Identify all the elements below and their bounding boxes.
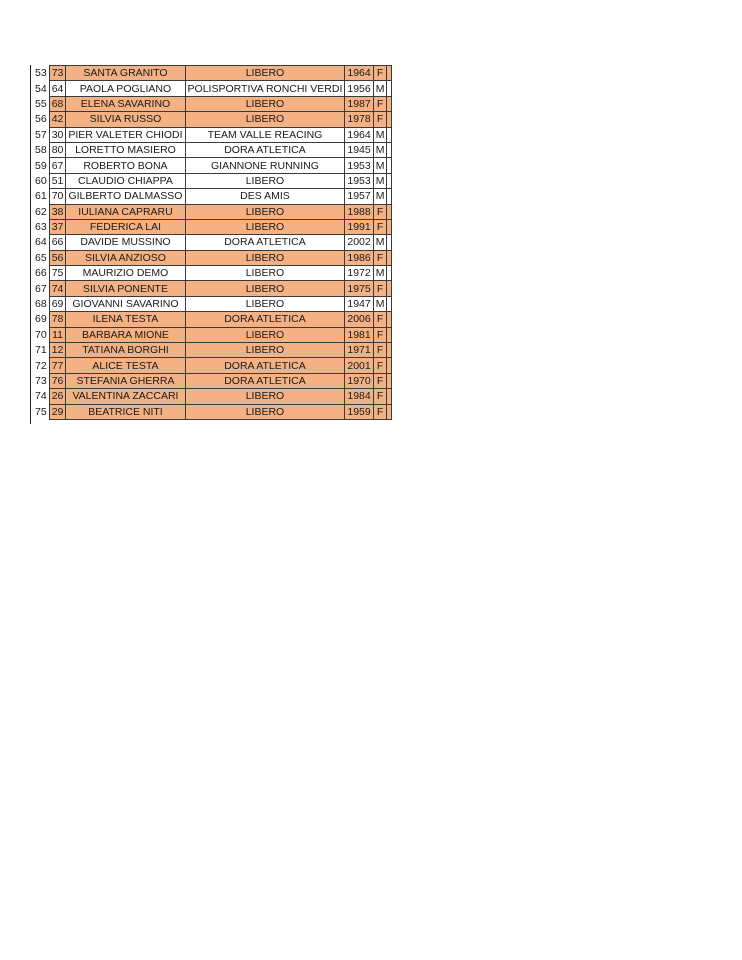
sex-cell: F [373, 112, 387, 127]
sex-cell: F [373, 343, 387, 358]
table-row [33, 173, 392, 188]
empty-cell [387, 343, 392, 358]
empty-cell [387, 81, 392, 96]
sex-cell: M [373, 296, 387, 311]
table-row [33, 112, 392, 127]
table-row [33, 389, 392, 404]
athlete-name-cell: VALENTINA ZACCARI [66, 389, 185, 404]
empty-cell [387, 373, 392, 388]
club-cell: DORA ATLETICA [185, 142, 345, 157]
bib-number-cell: 42 [49, 112, 66, 127]
sex-cell: M [373, 189, 387, 204]
bib-number-cell: 26 [49, 389, 66, 404]
results-table [33, 65, 392, 420]
position-cell: 73 [33, 373, 49, 388]
bib-number-cell: 37 [49, 219, 66, 234]
empty-cell [387, 235, 392, 250]
club-cell: DES AMIS [185, 189, 345, 204]
empty-cell [387, 189, 392, 204]
club-cell: LIBERO [185, 66, 345, 81]
bib-number-cell: 80 [49, 142, 66, 157]
results-table-body [33, 66, 392, 420]
birth-year-cell: 1945 [345, 142, 373, 157]
birth-year-cell: 1971 [345, 343, 373, 358]
bib-number-cell: 73 [49, 66, 66, 81]
position-cell: 66 [33, 266, 49, 281]
table-row [33, 235, 392, 250]
birth-year-cell: 1953 [345, 173, 373, 188]
birth-year-cell: 1964 [345, 127, 373, 142]
empty-cell [387, 173, 392, 188]
empty-cell [387, 312, 392, 327]
sex-cell: M [373, 266, 387, 281]
position-cell: 56 [33, 112, 49, 127]
athlete-name-cell: ROBERTO BONA [66, 158, 185, 173]
birth-year-cell: 1984 [345, 389, 373, 404]
position-cell: 69 [33, 312, 49, 327]
bib-number-cell: 76 [49, 373, 66, 388]
table-row [33, 343, 392, 358]
athlete-name-cell: PIER VALETER CHIODI [66, 127, 185, 142]
table-row [33, 81, 392, 96]
athlete-name-cell: GILBERTO DALMASSO [66, 189, 185, 204]
position-cell: 75 [33, 404, 49, 419]
club-cell: POLISPORTIVA RONCHI VERDI [185, 81, 345, 96]
club-cell: DORA ATLETICA [185, 373, 345, 388]
birth-year-cell: 1991 [345, 219, 373, 234]
sex-cell: F [373, 204, 387, 219]
club-cell: DORA ATLETICA [185, 312, 345, 327]
bib-number-cell: 29 [49, 404, 66, 419]
sex-cell: F [373, 327, 387, 342]
table-row [33, 312, 392, 327]
bib-number-cell: 30 [49, 127, 66, 142]
bib-number-cell: 38 [49, 204, 66, 219]
position-cell: 58 [33, 142, 49, 157]
bib-number-cell: 70 [49, 189, 66, 204]
club-cell: LIBERO [185, 204, 345, 219]
position-cell: 55 [33, 96, 49, 111]
club-cell: TEAM VALLE REACING [185, 127, 345, 142]
table-row [33, 189, 392, 204]
bib-number-cell: 11 [49, 327, 66, 342]
birth-year-cell: 2001 [345, 358, 373, 373]
bib-number-cell: 64 [49, 81, 66, 96]
sex-cell: F [373, 358, 387, 373]
table-row [33, 142, 392, 157]
position-cell: 57 [33, 127, 49, 142]
birth-year-cell: 1953 [345, 158, 373, 173]
empty-cell [387, 204, 392, 219]
birth-year-cell: 1972 [345, 266, 373, 281]
birth-year-cell: 1956 [345, 81, 373, 96]
position-cell: 53 [33, 66, 49, 81]
position-cell: 60 [33, 173, 49, 188]
position-cell: 67 [33, 281, 49, 296]
bib-number-cell: 78 [49, 312, 66, 327]
position-cell: 63 [33, 219, 49, 234]
bib-number-cell: 69 [49, 296, 66, 311]
empty-cell [387, 281, 392, 296]
club-cell: LIBERO [185, 404, 345, 419]
athlete-name-cell: SILVIA RUSSO [66, 112, 185, 127]
sex-cell: F [373, 389, 387, 404]
sex-cell: M [373, 235, 387, 250]
position-cell: 65 [33, 250, 49, 265]
sex-cell: M [373, 142, 387, 157]
sex-cell: F [373, 96, 387, 111]
sex-cell: F [373, 312, 387, 327]
birth-year-cell: 1959 [345, 404, 373, 419]
table-row [33, 96, 392, 111]
position-cell: 59 [33, 158, 49, 173]
athlete-name-cell: ILENA TESTA [66, 312, 185, 327]
empty-cell [387, 96, 392, 111]
bib-number-cell: 51 [49, 173, 66, 188]
table-row [33, 404, 392, 419]
birth-year-cell: 1986 [345, 250, 373, 265]
table-row [33, 158, 392, 173]
bib-number-cell: 77 [49, 358, 66, 373]
empty-cell [387, 358, 392, 373]
athlete-name-cell: SILVIA ANZIOSO [66, 250, 185, 265]
bib-number-cell: 68 [49, 96, 66, 111]
position-cell: 71 [33, 343, 49, 358]
position-cell: 72 [33, 358, 49, 373]
position-cell: 64 [33, 235, 49, 250]
club-cell: LIBERO [185, 266, 345, 281]
position-cell: 68 [33, 296, 49, 311]
empty-cell [387, 389, 392, 404]
bib-number-cell: 67 [49, 158, 66, 173]
athlete-name-cell: FEDERICA LAI [66, 219, 185, 234]
sex-cell: M [373, 81, 387, 96]
club-cell: LIBERO [185, 173, 345, 188]
club-cell: LIBERO [185, 343, 345, 358]
club-cell: LIBERO [185, 327, 345, 342]
position-cell: 74 [33, 389, 49, 404]
athlete-name-cell: GIOVANNI SAVARINO [66, 296, 185, 311]
athlete-name-cell: DAVIDE MUSSINO [66, 235, 185, 250]
athlete-name-cell: IULIANA CAPRARU [66, 204, 185, 219]
bib-number-cell: 12 [49, 343, 66, 358]
club-cell: DORA ATLETICA [185, 358, 345, 373]
athlete-name-cell: MAURIZIO DEMO [66, 266, 185, 281]
club-cell: LIBERO [185, 219, 345, 234]
empty-cell [387, 327, 392, 342]
bib-number-cell: 56 [49, 250, 66, 265]
bib-number-cell: 66 [49, 235, 66, 250]
table-row [33, 327, 392, 342]
athlete-name-cell: PAOLA POGLIANO [66, 81, 185, 96]
position-cell: 54 [33, 81, 49, 96]
empty-cell [387, 112, 392, 127]
table-row [33, 373, 392, 388]
sex-cell: F [373, 281, 387, 296]
athlete-name-cell: STEFANIA GHERRA [66, 373, 185, 388]
athlete-name-cell: BEATRICE NITI [66, 404, 185, 419]
athlete-name-cell: SILVIA PONENTE [66, 281, 185, 296]
birth-year-cell: 1987 [345, 96, 373, 111]
empty-cell [387, 66, 392, 81]
bib-number-cell: 75 [49, 266, 66, 281]
birth-year-cell: 1978 [345, 112, 373, 127]
empty-cell [387, 142, 392, 157]
sex-cell: F [373, 250, 387, 265]
club-cell: LIBERO [185, 296, 345, 311]
club-cell: LIBERO [185, 281, 345, 296]
birth-year-cell: 2002 [345, 235, 373, 250]
club-cell: LIBERO [185, 112, 345, 127]
athlete-name-cell: ALICE TESTA [66, 358, 185, 373]
table-row [33, 66, 392, 81]
birth-year-cell: 1981 [345, 327, 373, 342]
sex-cell: M [373, 127, 387, 142]
sex-cell: M [373, 158, 387, 173]
birth-year-cell: 1947 [345, 296, 373, 311]
birth-year-cell: 1975 [345, 281, 373, 296]
empty-cell [387, 127, 392, 142]
sex-cell: F [373, 373, 387, 388]
table-row [33, 127, 392, 142]
table-row [33, 296, 392, 311]
table-row [33, 204, 392, 219]
club-cell: LIBERO [185, 389, 345, 404]
table-row [33, 219, 392, 234]
table-row [33, 358, 392, 373]
empty-cell [387, 296, 392, 311]
club-cell: GIANNONE RUNNING [185, 158, 345, 173]
athlete-name-cell: BARBARA MIONE [66, 327, 185, 342]
empty-cell [387, 266, 392, 281]
birth-year-cell: 1970 [345, 373, 373, 388]
empty-cell [387, 158, 392, 173]
birth-year-cell: 1988 [345, 204, 373, 219]
bib-number-cell: 74 [49, 281, 66, 296]
club-cell: LIBERO [185, 250, 345, 265]
table-row [33, 281, 392, 296]
left-margin-rule [30, 65, 31, 424]
athlete-name-cell: SANTA GRANITO [66, 66, 185, 81]
birth-year-cell: 1964 [345, 66, 373, 81]
sex-cell: M [373, 173, 387, 188]
position-cell: 70 [33, 327, 49, 342]
sex-cell: F [373, 219, 387, 234]
empty-cell [387, 219, 392, 234]
athlete-name-cell: CLAUDIO CHIAPPA [66, 173, 185, 188]
club-cell: LIBERO [185, 96, 345, 111]
athlete-name-cell: TATIANA BORGHI [66, 343, 185, 358]
sex-cell: F [373, 404, 387, 419]
position-cell: 62 [33, 204, 49, 219]
table-row [33, 266, 392, 281]
athlete-name-cell: ELENA SAVARINO [66, 96, 185, 111]
position-cell: 61 [33, 189, 49, 204]
sex-cell: F [373, 66, 387, 81]
empty-cell [387, 404, 392, 419]
club-cell: DORA ATLETICA [185, 235, 345, 250]
athlete-name-cell: LORETTO MASIERO [66, 142, 185, 157]
empty-cell [387, 250, 392, 265]
table-row [33, 250, 392, 265]
birth-year-cell: 1957 [345, 189, 373, 204]
birth-year-cell: 2006 [345, 312, 373, 327]
